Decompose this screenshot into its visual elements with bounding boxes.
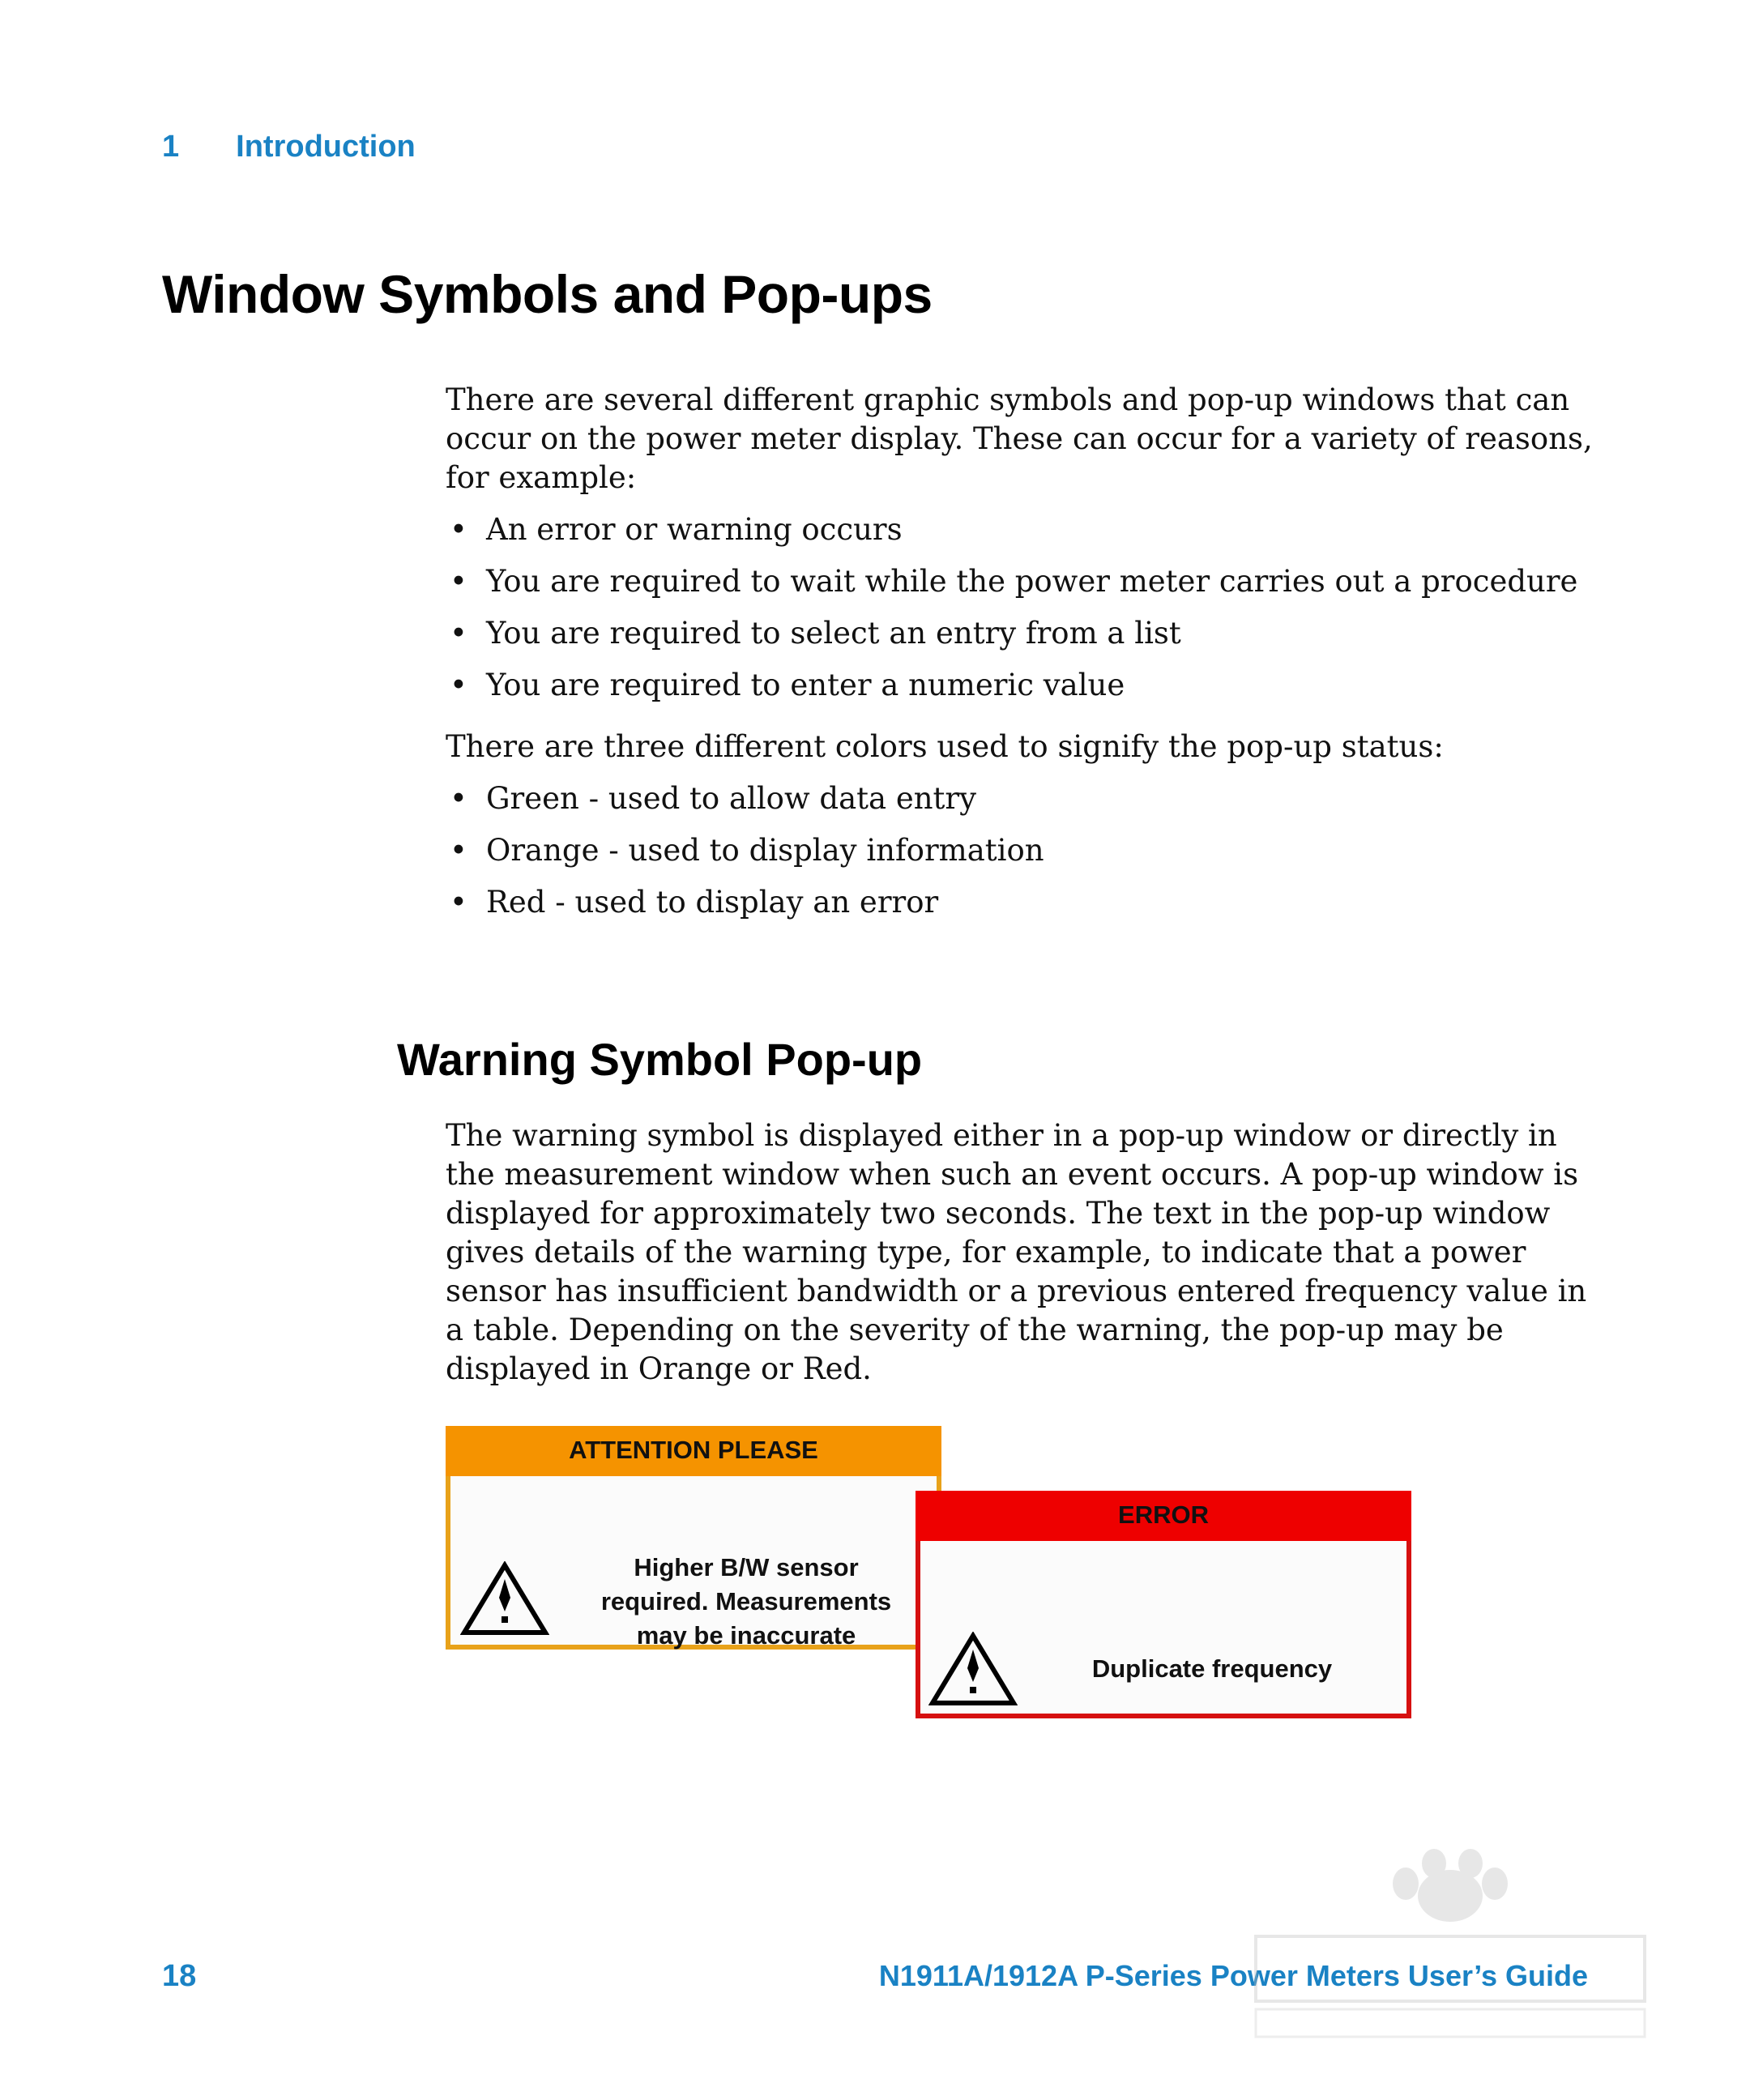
warning-block xyxy=(446,1116,1604,1389)
attention-popup xyxy=(446,1426,941,1650)
warning-triangle-icon xyxy=(460,1561,549,1638)
chapter-header xyxy=(162,130,416,164)
reasons-list xyxy=(446,510,1604,705)
message-line: may be inaccurate xyxy=(636,1621,856,1650)
error-popup-title: ERROR xyxy=(916,1491,1411,1541)
chapter-number: 1 xyxy=(162,130,180,164)
chapter-title: Introduction xyxy=(236,130,416,164)
guide-title: N1911A/1912A P-Series Power Meters User’s Guide xyxy=(878,1959,1588,1992)
list-item: • An error or warning occurs xyxy=(446,510,1604,549)
list-item: • You are required to enter a numeric value xyxy=(446,666,1604,705)
section-title: Window Symbols and Pop-ups xyxy=(162,264,933,324)
watermark-logo xyxy=(1240,1839,1661,2042)
list-item: • You are required to select an entry from a list xyxy=(446,614,1604,653)
list-item: • Green - used to allow data entry xyxy=(446,779,1604,818)
list-item: • You are required to wait while the power meter carries out a procedure xyxy=(446,562,1604,601)
page-number: 18 xyxy=(162,1959,197,1993)
warning-paragraph: The warning symbol is displayed either in a pop-up window or directly in the measurement window when such an event occurs. A pop-up window is displayed for approximately two seconds. The text in the pop-up window gives details of the warning type, for example, to indicate that a power sensor has insufficient bandwidth or a previous entered frequency value in a table. Depending on the severity of the warning, the pop-up may be displayed in Orange or Red. xyxy=(446,1118,1587,1386)
attention-popup-title: ATTENTION PLEASE xyxy=(446,1426,941,1476)
error-popup xyxy=(916,1491,1411,1718)
warning-triangle-icon xyxy=(928,1632,1018,1709)
message-line: required. Measurements xyxy=(600,1587,892,1616)
error-popup-message: Duplicate frequency xyxy=(1091,1654,1333,1683)
message-line: Higher B/W sensor xyxy=(634,1553,859,1581)
attention-popup-message xyxy=(560,1551,933,1653)
intro-paragraph: There are several different graphic symbols and pop-up windows that can occur on the power meter display. These can occur for a variety of reasons, for example: xyxy=(446,382,1593,495)
intro-block xyxy=(446,381,1604,922)
list-item: • Red - used to display an error xyxy=(446,883,1604,922)
colors-paragraph: There are three different colors used to signify the pop-up status: xyxy=(446,729,1444,764)
list-item: • Orange - used to display information xyxy=(446,831,1604,870)
subsection-title: Warning Symbol Pop-up xyxy=(397,1034,923,1085)
colors-list xyxy=(446,779,1604,922)
